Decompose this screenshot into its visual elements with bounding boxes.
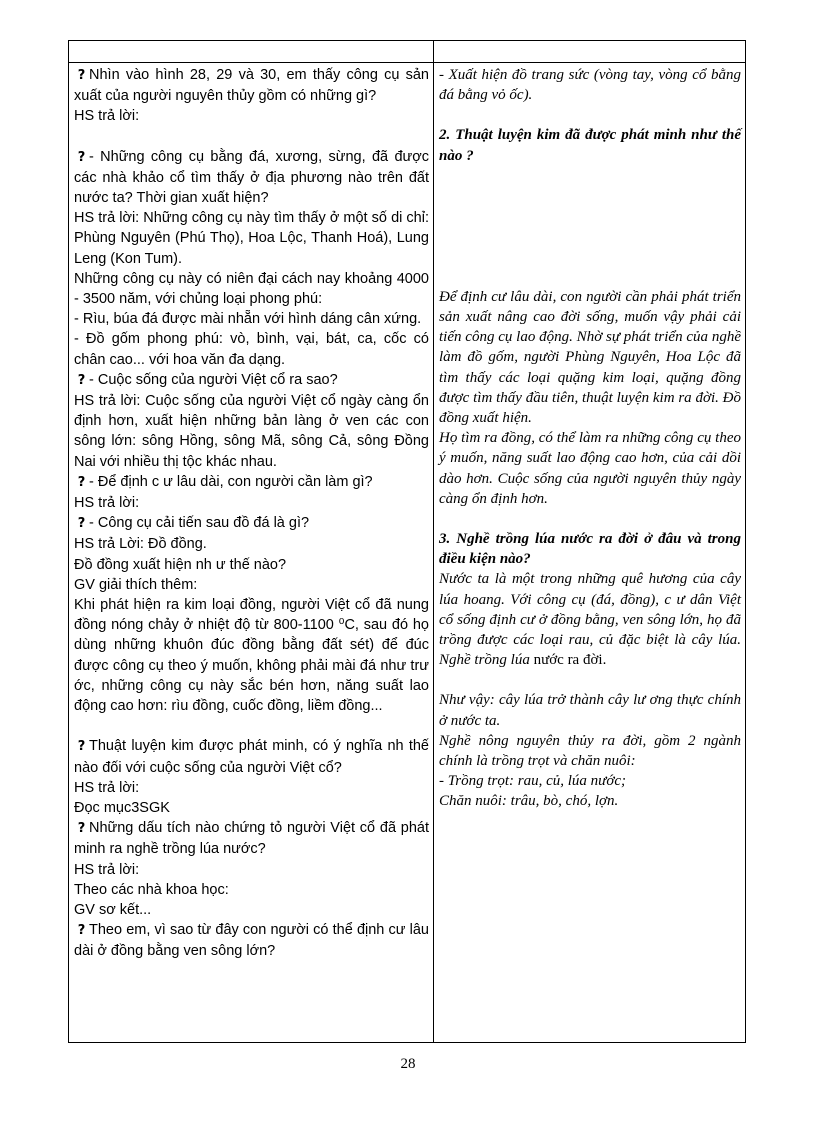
- question-mark-icon: ?: [77, 68, 86, 83]
- paragraph-text: - Những công cụ bằng đá, xương, sừng, đã được các nhà khảo cổ tìm thấy ở địa phương nào trên đất nước ta? Thời gian xuất hiện?: [74, 148, 429, 207]
- question-paragraph: [74, 147, 429, 209]
- question-paragraph: [74, 818, 429, 859]
- paragraph-text: - Để định c ư lâu dài, con người cần làm gì?: [89, 473, 373, 490]
- question-mark-icon: ?: [77, 372, 86, 388]
- paragraph-text: Đồ đồng xuất hiện nh ư thế nào?: [74, 556, 287, 573]
- section-2-para-1: Để định cư lâu dài, con người cần phải phát triển sản xuất nâng cao đời sống, muốn vậy phải cải tiến công cụ lao động. Nhờ sự phát triển của nghề làm đồ gốm, người Phùng Nguyên, Hoa Lộc đã tìm thấy các loại quặng kim loại, quặng đồng được tìm thấy đầu tiên, thuật luyện kim ra đời. Đồ đồng xuất hiện.: [439, 288, 741, 427]
- answer-paragraph: [74, 309, 429, 329]
- lesson-table: [68, 40, 746, 1043]
- answer-paragraph: [74, 391, 429, 472]
- answer-paragraph: [74, 493, 429, 513]
- paragraph-text: - Cuộc sống của người Việt cổ ra sao?: [89, 371, 338, 388]
- section-2-para-2: Họ tìm ra đồng, có thể làm ra những công cụ theo ý muốn, năng suất lao động cao hơn, của cải dồi dào hơn. Cuộc sống của người nguyên thủy ngày càng ổn định hơn.: [439, 430, 741, 507]
- section-2-heading: 2. Thuật luyện kim đã được phát minh như thế nào ?: [439, 127, 741, 164]
- paragraph-text: Thuật luyện kim được phát minh, có ý nghĩa nh thế nào đối với cuộc sống của người Việt cổ?: [74, 738, 429, 776]
- paragraph-text: - Công cụ cải tiến sau đồ đá là gì?: [89, 515, 310, 532]
- section-3-para-5: Chăn nuôi: trâu, bò, chó, lợn.: [439, 793, 619, 810]
- answer-paragraph: [74, 329, 429, 369]
- answer-paragraph: [74, 900, 429, 920]
- section-3-heading: 3. Nghề trồng lúa nước ra đời ở đâu và trong điều kiện nào?: [439, 531, 741, 568]
- question-paragraph: [74, 370, 429, 391]
- answer-paragraph: [74, 208, 429, 269]
- question-paragraph: [74, 472, 429, 493]
- answer-paragraph: [74, 860, 429, 880]
- answer-paragraph: [74, 880, 429, 900]
- paragraph-text: HS trả Lời: Đồ đồng.: [74, 536, 207, 553]
- answer-paragraph: [74, 778, 429, 798]
- question-paragraph: [74, 920, 429, 961]
- paragraph-text: GV sơ kết...: [74, 901, 152, 918]
- right-intro: - Xuất hiện đồ trang sức (vòng tay, vòng cổ bằng đá bằng vỏ ốc).: [439, 67, 741, 104]
- paragraph-text: Theo các nhà khoa học:: [74, 881, 229, 898]
- question-mark-icon: ?: [77, 474, 86, 490]
- answer-paragraph: [74, 106, 429, 126]
- question-mark-icon: ?: [77, 821, 86, 837]
- question-mark-icon: ?: [77, 149, 86, 165]
- section-3-para-1: Nước ta là một trong những quê hương của cây lúa hoang. Với công cụ (đá, đồng), c ư dân Việt cổ sống định cư ở đồng bằng, ven sông lớn, họ đã trồng được các loại rau, củ đặc biệt là cây lúa. Nghề trồng lúa nước ra đời.: [439, 571, 741, 669]
- paragraph-text: Những dấu tích nào chứng tỏ người Việt cổ đã phát minh ra nghề trồng lúa nước?: [74, 820, 429, 858]
- question-paragraph: [74, 65, 429, 106]
- paragraph-text: - Đồ gốm phong phú: vò, bình, vại, bát, ca, cốc có chân cao... với hoa văn đa dạng.: [74, 331, 429, 368]
- answer-paragraph: [74, 269, 429, 309]
- paragraph-text: GV giải thích thêm:: [74, 576, 198, 593]
- paragraph-text: HS trả lời: Cuộc sống của người Việt cổ ngày càng ổn định hơn, xuất hiện những bản làng ở ven các con sông lớn: sông Hồng, sông Mã, sông Cả, sông Đồng Nai với nhiều thị tộc khác nhau.: [74, 393, 429, 470]
- section-3-para-3: Nghề nông nguyên thủy ra đời, gồm 2 ngành chính là trồng trọt và chăn nuôi:: [439, 732, 741, 770]
- paragraph-text: HS trả lời:: [74, 861, 140, 878]
- paragraph-text: HS trả lời:: [74, 495, 140, 512]
- paragraph-text: Những công cụ này có niên đại cách nay khoảng 4000 - 3500 năm, với chủng loại phong phú:: [74, 270, 429, 308]
- table-header-row: [69, 41, 745, 63]
- paragraph-text: Đọc mục3SGK: [74, 799, 170, 816]
- spacer: [74, 127, 429, 147]
- spacer: [74, 716, 429, 736]
- paragraph-text: Nhìn vào hình 28, 29 và 30, em thấy công cụ sản xuất của người nguyên thủy gồm có những gì?: [74, 67, 429, 105]
- answer-paragraph: [74, 534, 429, 554]
- question-mark-icon: ?: [77, 923, 86, 939]
- answer-paragraph: [74, 595, 429, 716]
- question-paragraph: [74, 736, 429, 777]
- section-3-para-2: Như vậy: cây lúa trở thành cây lư ơng thực chính ở nước ta.: [439, 692, 741, 729]
- question-paragraph: [74, 513, 429, 534]
- page-number: 28: [400, 1056, 416, 1072]
- section-3-para-4: - Trồng trọt: rau, củ, lúa nước;: [439, 773, 627, 790]
- answer-paragraph: [74, 575, 429, 595]
- activities-column: [69, 63, 433, 1042]
- question-mark-icon: ?: [77, 739, 86, 755]
- paragraph-text: - Rìu, búa đá được mài nhẵn với hình dáng cân xứng.: [74, 311, 422, 328]
- paragraph-text: Khi phát hiện ra kim loại đồng, người Việt cổ đã nung đồng nóng chảy ở nhiệt độ từ 800-1100 ⁰C, sau đó họ dùng những khuôn đúc đồng bằng đất sét) để đúc được công cụ theo ý muốn, không phải mài đá như trư ớc, những công cụ này sắc bén hơn, năng suất lao động cao hơn: rìu đồng, cuốc đồng, liềm đồng...: [74, 597, 429, 715]
- content-column: [434, 63, 745, 1042]
- paragraph-text: HS trả lời:: [74, 779, 140, 796]
- answer-paragraph: [74, 555, 429, 575]
- question-mark-icon: ?: [77, 516, 86, 532]
- paragraph-text: Theo em, vì sao từ đây con người có thể định cư lâu dài ở đồng bằng ven sông lớn?: [74, 922, 429, 960]
- paragraph-text: HS trả lời: Những công cụ này tìm thấy ở một số di chỉ: Phùng Nguyên (Phú Thọ), Hoa Lộc, Thanh Hoá), Lung Leng (Kon Tum).: [74, 210, 429, 267]
- paragraph-text: HS trả lời:: [74, 108, 140, 125]
- answer-paragraph: [74, 798, 429, 818]
